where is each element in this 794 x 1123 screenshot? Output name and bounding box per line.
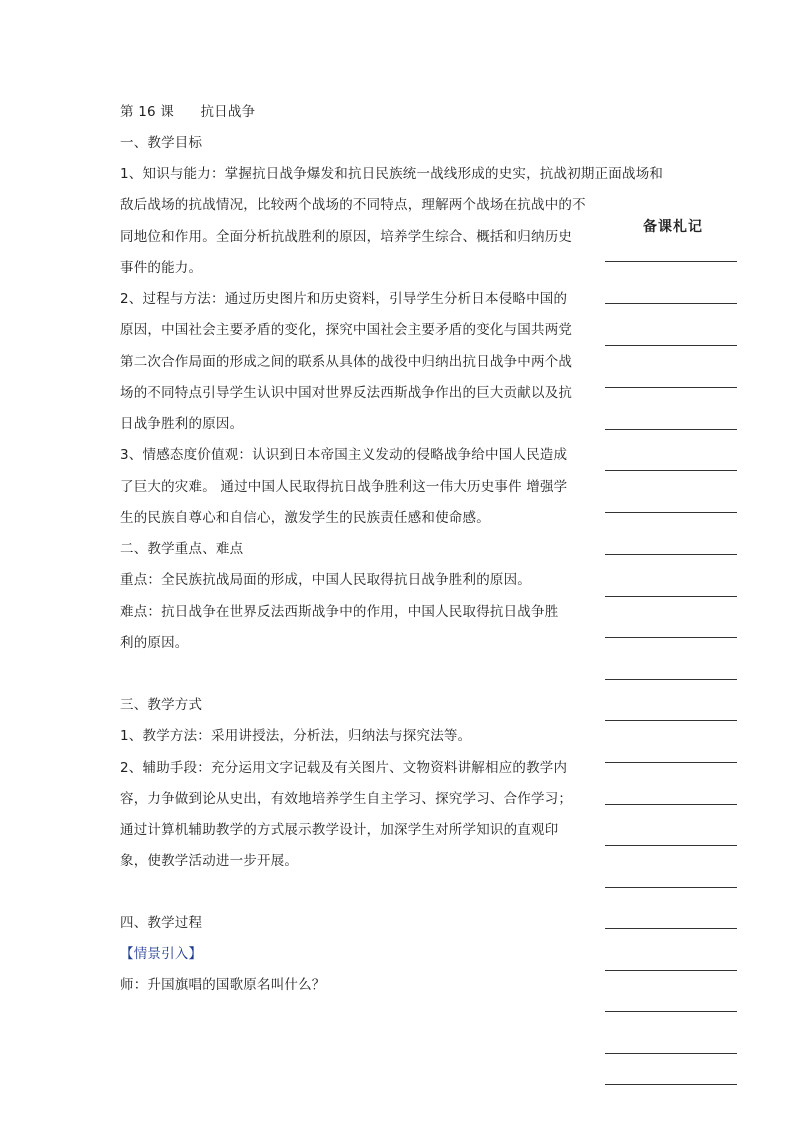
note-line [605, 554, 737, 555]
note-line [605, 928, 737, 929]
note-line [605, 1053, 737, 1054]
body-line: 3、情感态度价值观：认识到日本帝国主义发动的侵略战争给中国人民造成 [120, 447, 568, 463]
body-line: 1、知识与能力：掌握抗日战争爆发和抗日民族统一战线形成的史实，抗战初期正面战场和 [120, 166, 664, 182]
note-line [605, 345, 737, 346]
lesson-number: 第 16 课 [120, 104, 174, 120]
lesson-title: 抗日战争 [200, 104, 256, 120]
note-line [605, 637, 737, 638]
note-line [605, 470, 737, 471]
section-heading-key-points: 二、教学重点、难点 [120, 541, 244, 557]
body-line: 2、过程与方法：通过历史图片和历史资料，引导学生分析日本侵略中国的 [120, 291, 568, 307]
body-line: 象，使教学活动进一步开展。 [120, 853, 299, 869]
body-line: 原因，中国社会主要矛盾的变化，探究中国社会主要矛盾的变化与国共两党 [120, 322, 573, 338]
body-line: 重点：全民族抗战局面的形成，中国人民取得抗日战争胜利的原因。 [120, 572, 531, 588]
note-line [605, 970, 737, 971]
sidebar-title: 备课札记 [643, 219, 703, 235]
body-line: 同地位和作用。全面分析抗战胜利的原因，培养学生综合、概括和归纳历史 [120, 229, 573, 245]
body-line: 通过计算机辅助教学的方式展示教学设计，加深学生对所学知识的直观印 [120, 822, 559, 838]
section-heading-objectives: 一、教学目标 [120, 135, 203, 151]
note-line [605, 1084, 737, 1085]
body-line: 生的民族自尊心和自信心，激发学生的民族责任感和使命感。 [120, 510, 490, 526]
note-line [605, 679, 737, 680]
section-heading-process: 四、教学过程 [120, 915, 203, 931]
note-line [605, 762, 737, 763]
body-line: 2、辅助手段：充分运用文字记载及有关图片、文物资料讲解相应的教学内 [120, 760, 568, 776]
note-line [605, 387, 737, 388]
note-line [605, 887, 737, 888]
body-line: 敌后战场的抗战情况，比较两个战场的不同特点，理解两个战场在抗战中的不 [120, 197, 586, 213]
section-heading-methods: 三、教学方式 [120, 697, 203, 713]
body-line: 难点：抗日战争在世界反法西斯战争中的作用，中国人民取得抗日战争胜 [120, 604, 559, 620]
body-line: 日战争胜利的原因。 [120, 416, 244, 432]
note-line [605, 596, 737, 597]
body-line: 了巨大的灾难。 通过中国人民取得抗日战争胜利这一伟大历史事件 增强学 [120, 479, 568, 495]
body-line: 第二次合作局面的形成之间的联系从具体的战役中归纳出抗日战争中两个战 [120, 354, 573, 370]
body-line: 1、教学方法：采用讲授法，分析法，归纳法与探究法等。 [120, 728, 472, 744]
lesson-heading [120, 103, 255, 121]
scene-intro-label: 【情景引入】 [120, 946, 203, 962]
note-line [605, 303, 737, 304]
body-line: 事件的能力。 [120, 260, 203, 276]
note-line [605, 429, 737, 430]
note-line [605, 804, 737, 805]
note-line [605, 1011, 737, 1012]
note-line [605, 512, 737, 513]
note-line [605, 720, 737, 721]
body-line: 利的原因。 [120, 635, 189, 651]
body-line: 场的不同特点引导学生认识中国对世界反法西斯战争作出的巨大贡献以及抗 [120, 385, 573, 401]
note-line [605, 845, 737, 846]
note-line [605, 261, 737, 262]
body-line: 师：升国旗唱的国歌原名叫什么？ [120, 977, 326, 993]
body-line: 容，力争做到论从史出，有效地培养学生自主学习、探究学习、合作学习； [120, 791, 573, 807]
